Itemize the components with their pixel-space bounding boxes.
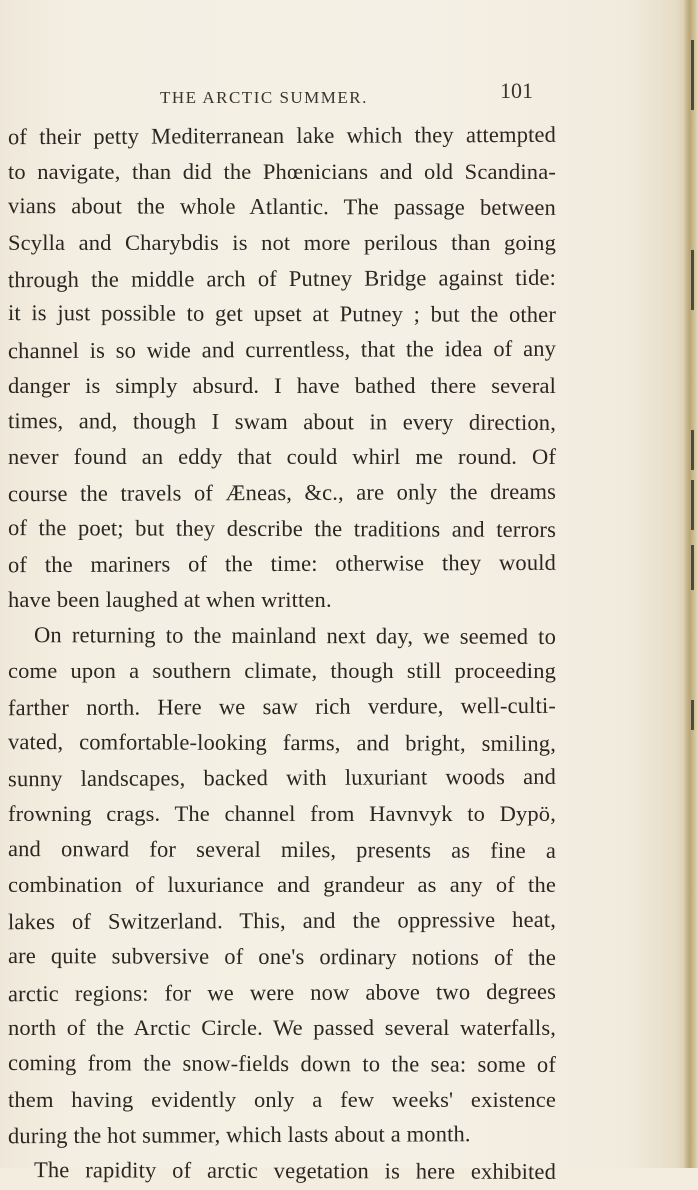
text-line: combination of luxuriance and grandeur as any of the — [8, 872, 556, 898]
body-text — [8, 118, 556, 1189]
edge-mark — [691, 250, 694, 310]
text-line: lakes of Switzerland. This, and the oppressive heat, — [7, 906, 557, 935]
edge-mark — [691, 430, 694, 470]
text-line: sunny landscapes, backed with luxuriant woods and — [7, 764, 557, 792]
text-line: and onward for several miles, presents as fine a — [7, 835, 557, 863]
edge-mark — [691, 700, 694, 730]
text-line: vians about the whole Atlantic. The passage between — [7, 193, 557, 221]
text-line: Scylla and Charybdis is not more perilous than going — [8, 230, 556, 256]
running-title: THE ARCTIC SUMMER. — [160, 88, 368, 107]
text-line: times, and, though I swam about in every direction, — [7, 407, 557, 435]
text-line: of their petty Mediterranean lake which they attempted — [7, 121, 557, 150]
text-line: danger is simply absurd. I have bathed there several — [8, 372, 556, 398]
text-line: it is just possible to get upset at Putney ; but the other — [7, 300, 557, 328]
text-line: coming from the snow-fields down to the sea: some of — [7, 1049, 557, 1077]
text-line: vated, comfortable-looking farms, and bright, smiling, — [7, 728, 557, 756]
page-header — [0, 78, 698, 118]
text-line: north of the Arctic Circle. We passed several waterfalls, — [8, 1015, 556, 1041]
text-line: them having evidently only a few weeks' existence — [8, 1086, 556, 1112]
text-line: during the hot summer, which lasts about a month. — [7, 1121, 471, 1149]
text-line: arctic regions: for we were now above two degrees — [7, 978, 557, 1006]
text-line: channel is so wide and currentless, that the idea of any — [7, 335, 557, 364]
page-edge-binding — [684, 0, 698, 1168]
text-line: frowning crags. The channel from Havnvyk to Dypö, — [8, 801, 556, 827]
page-number: 101 — [500, 78, 533, 103]
edge-mark — [691, 545, 694, 590]
text-line: never found an eddy that could whirl me round. Of — [8, 444, 556, 470]
text-line: come upon a southern climate, though still proceeding — [8, 658, 556, 684]
text-line: have been laughed at when written. — [8, 586, 332, 612]
text-line: On returning to the mainland next day, we seemed to — [33, 621, 557, 649]
text-line: of the poet; but they describe the traditions and terrors — [7, 514, 557, 542]
text-line: course the travels of Æneas, &c., are only the dreams — [7, 478, 557, 507]
edge-mark — [691, 480, 694, 530]
text-line: farther north. Here we saw rich verdure, well-culti- — [7, 692, 557, 721]
text-line: The rapidity of arctic vegetation is here exhibited — [33, 1157, 557, 1184]
text-line: through the middle arch of Putney Bridge against tide: — [7, 264, 557, 292]
text-line: are quite subversive of one's ordinary notions of the — [7, 942, 557, 970]
text-line: to navigate, than did the Phœnicians and old Scandina- — [8, 158, 556, 184]
text-line: of the mariners of the time: otherwise they would — [7, 550, 557, 578]
